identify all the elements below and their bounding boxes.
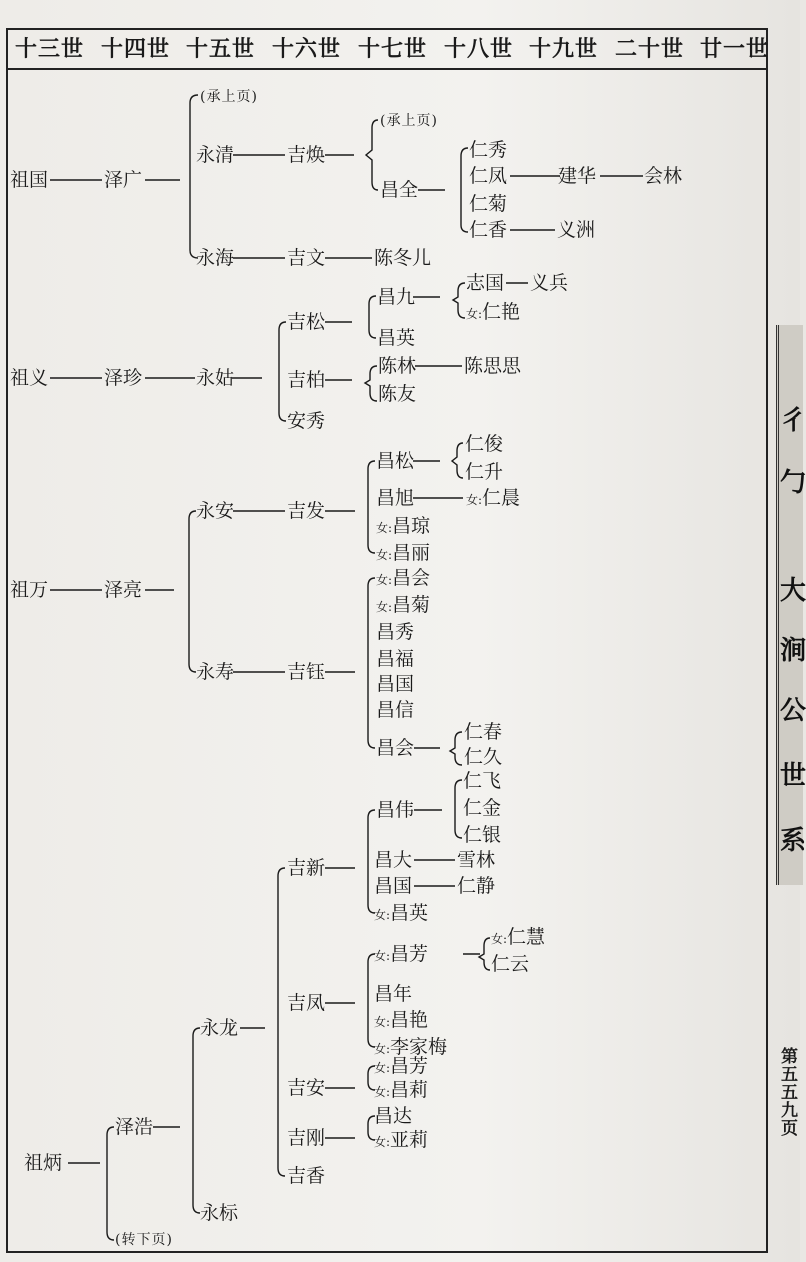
continuation-note: (承上页): [200, 89, 258, 105]
person-name: 仁飞: [463, 770, 502, 792]
person-name: 昌年: [374, 983, 413, 1005]
female-member: [376, 542, 430, 566]
person-name: 泽浩: [115, 1116, 154, 1138]
person-name: 昌秀: [376, 621, 415, 643]
person-name: 昌九: [377, 286, 416, 308]
person-name: 吉松: [287, 311, 326, 333]
female-mark: 女:: [374, 1061, 391, 1075]
person-name: 祖炳: [24, 1152, 63, 1174]
person-name: 亚莉: [390, 1129, 429, 1151]
person-name: 义兵: [530, 272, 569, 294]
female-mark: 女:: [376, 521, 393, 535]
person-name: 昌莉: [390, 1079, 429, 1101]
person-name: 昌丽: [392, 542, 431, 564]
female-mark: 女:: [374, 949, 391, 963]
page-number: 第五五九页: [777, 1047, 797, 1137]
person-name: 会林: [644, 165, 683, 187]
person-name: 昌英: [377, 327, 416, 349]
female-member: [374, 1079, 428, 1103]
person-name: 仁云: [491, 953, 530, 975]
female-mark: 女:: [374, 1135, 391, 1149]
person-name: 昌会: [392, 567, 431, 589]
adjacent-page-glyph: 系: [780, 826, 806, 856]
generation-label: 十三世: [15, 36, 85, 62]
person-name: 仁艳: [482, 301, 521, 323]
female-member: [466, 301, 520, 325]
person-name: 陈友: [378, 383, 417, 405]
female-member: [374, 902, 428, 926]
female-member: [374, 1055, 428, 1079]
person-name: 雪林: [457, 849, 496, 871]
person-name: 永寿: [196, 661, 235, 683]
person-name: 祖国: [10, 169, 49, 191]
person-name: 永龙: [200, 1017, 239, 1039]
person-name: 仁晨: [482, 487, 521, 509]
person-name: 昌大: [374, 849, 413, 871]
female-mark: 女:: [491, 932, 508, 946]
person-name: 永海: [196, 247, 235, 269]
person-name: 义洲: [557, 219, 596, 241]
person-name: 仁凤: [469, 165, 508, 187]
person-name: 永清: [196, 144, 235, 166]
female-member: [466, 487, 520, 511]
person-name: 昌国: [376, 673, 415, 695]
person-name: 仁升: [465, 461, 504, 483]
person-name: 昌信: [376, 699, 415, 721]
person-name: 昌达: [374, 1105, 413, 1127]
person-name: 泽珍: [104, 367, 143, 389]
generation-label: 十七世: [358, 36, 428, 62]
person-name: 仁静: [457, 875, 496, 897]
person-name: 泽广: [104, 169, 143, 191]
person-name: 昌会: [376, 737, 415, 759]
female-mark: 女:: [374, 1085, 391, 1099]
person-name: 仁春: [464, 721, 503, 743]
person-name: 昌菊: [392, 594, 431, 616]
generation-label: 十六世: [272, 36, 342, 62]
person-name: 昌旭: [376, 487, 415, 509]
person-name: 吉香: [287, 1165, 326, 1187]
female-mark: 女:: [374, 1042, 391, 1056]
adjacent-page-glyph: 公: [780, 696, 806, 726]
person-name: 建华: [558, 165, 597, 187]
generation-label: 廿一世: [700, 36, 770, 62]
person-name: 祖义: [10, 367, 49, 389]
person-name: 陈思思: [464, 355, 522, 377]
adjacent-page-glyph: 彳: [780, 406, 806, 436]
person-name: 昌松: [376, 450, 415, 472]
continuation-note: (转下页): [115, 1232, 173, 1248]
person-name: 仁菊: [469, 193, 508, 215]
female-member: [376, 515, 430, 539]
person-name: 仁久: [464, 746, 503, 768]
person-name: 昌芳: [390, 1055, 429, 1077]
generation-label: 十八世: [444, 36, 514, 62]
person-name: 吉发: [287, 500, 326, 522]
person-name: 昌艳: [390, 1009, 429, 1031]
continuation-note: (承上页): [380, 113, 438, 129]
person-name: 昌国: [374, 875, 413, 897]
person-name: 吉文: [287, 247, 326, 269]
person-name: 吉凤: [287, 992, 326, 1014]
person-name: 昌英: [390, 902, 429, 924]
person-name: 永标: [200, 1202, 239, 1224]
person-name: 祖万: [10, 579, 49, 601]
person-name: 李家梅: [390, 1036, 448, 1058]
person-name: 泽亮: [104, 579, 143, 601]
person-name: 昌福: [376, 648, 415, 670]
person-name: 安秀: [287, 410, 326, 432]
female-mark: 女:: [466, 307, 483, 321]
person-name: 昌全: [380, 179, 419, 201]
person-name: 吉柏: [287, 369, 326, 391]
person-name: 永安: [196, 500, 235, 522]
female-member: [374, 1009, 428, 1033]
person-name: 仁俊: [465, 433, 504, 455]
person-name: 陈林: [378, 355, 417, 377]
person-name: 仁金: [463, 797, 502, 819]
female-mark: 女:: [376, 600, 393, 614]
female-member: [376, 594, 430, 618]
adjacent-page-glyph: 涧: [780, 636, 806, 666]
person-name: 仁银: [463, 824, 502, 846]
person-name: 昌芳: [390, 943, 429, 965]
female-member: [374, 943, 428, 967]
female-member: [374, 1129, 428, 1153]
person-name: 仁香: [469, 219, 508, 241]
female-member: [491, 926, 545, 950]
female-mark: 女:: [466, 493, 483, 507]
person-name: 吉安: [287, 1077, 326, 1099]
person-name: 吉焕: [287, 144, 326, 166]
person-name: 志国: [466, 272, 505, 294]
generation-label: 十四世: [101, 36, 171, 62]
person-name: 昌伟: [376, 799, 415, 821]
adjacent-page-glyph: 世: [780, 761, 806, 791]
person-name: 吉刚: [287, 1127, 326, 1149]
generation-label: 十五世: [186, 36, 256, 62]
female-mark: 女:: [374, 908, 391, 922]
person-name: 陈冬儿: [374, 247, 432, 269]
person-name: 吉钰: [287, 661, 326, 683]
person-name: 仁慧: [507, 926, 546, 948]
person-name: 吉新: [287, 857, 326, 879]
adjacent-page-glyph: 勹: [780, 468, 806, 498]
generation-label: 十九世: [529, 36, 599, 62]
person-name: 仁秀: [469, 139, 508, 161]
female-mark: 女:: [374, 1015, 391, 1029]
person-name: 昌琼: [392, 515, 431, 537]
female-mark: 女:: [376, 573, 393, 587]
adjacent-page-glyph: 大: [780, 576, 806, 606]
person-name: 永姑: [196, 367, 235, 389]
female-mark: 女:: [376, 548, 393, 562]
generation-label: 二十世: [615, 36, 685, 62]
female-member: [376, 567, 430, 591]
